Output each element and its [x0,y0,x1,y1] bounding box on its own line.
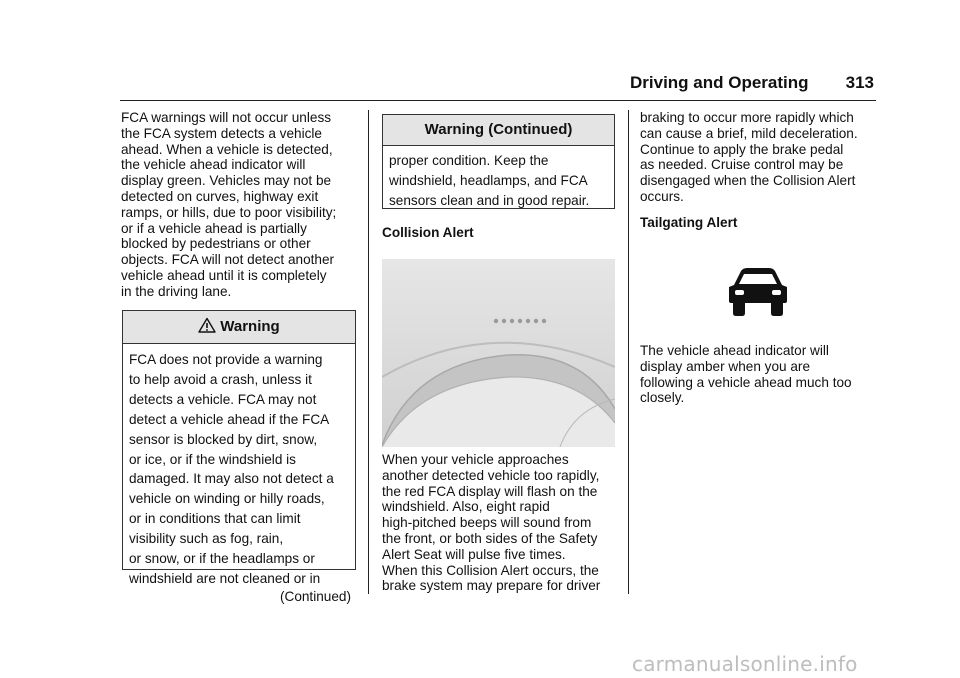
text-line: FCA warnings will not occur unless [121,110,332,125]
text-line: proper condition. Keep the [389,153,549,168]
text-line: vehicle ahead until it is completely [121,267,327,283]
warning-box [122,310,356,604]
page-number: 313 [845,73,874,92]
text-line: blocked by pedestrians or other [121,236,311,252]
text-line: the FCA system detects a vehicle [121,125,322,141]
section-title: Driving and Operating [630,73,809,92]
text-line: or ice, or if the windshield is [129,451,296,467]
warning-header [123,311,355,344]
text-line: Continue to apply the brake pedal [640,141,844,157]
text-line: occurs. [640,188,684,204]
warning-continued-box [382,114,615,209]
text-line: or if a vehicle ahead is partially [121,220,307,236]
text-line: display green. Vehicles may not be [121,173,332,189]
collision-alert-heading: Collision Alert [382,225,474,240]
text-line: FCA does not provide a warning [129,352,323,367]
collision-alert-windshield-display-illustration [382,259,615,447]
text-line: high-pitched beeps will sound from [382,515,592,531]
text-line: windshield are not cleaned or in [129,570,321,586]
warning-continued-header: Warning (Continued) [383,115,614,146]
text-line: display amber when you are [640,358,811,374]
text-line: sensor is blocked by dirt, snow, [129,431,318,447]
warning-continued-body [383,146,614,211]
column-divider [368,110,369,594]
text-line: or in conditions that can limit [129,511,301,527]
text-line: When your vehicle approaches [382,452,569,467]
text-line: as needed. Cruise control may be [640,157,844,173]
text-line: to help avoid a crash, unless it [129,371,312,387]
text-line: the vehicle ahead indicator will [121,157,306,173]
text-line: or snow, or if the headlamps or [129,551,315,567]
text-line: The vehicle ahead indicator will [640,343,829,358]
text-line: windshield. Also, eight rapid [382,499,550,515]
warning-triangle-icon [198,317,216,333]
warning-body [123,344,355,589]
text-line: the front, or both sides of the Safety [382,530,598,546]
warning-title: Warning [220,318,280,335]
text-line: braking to occur more rapidly which [640,110,854,125]
text-line: disengaged when the Collision Alert [640,173,856,189]
text-line: sensors clean and in good repair. [389,192,590,208]
text-line: ahead. When a vehicle is detected, [121,141,333,157]
column-3 [640,110,890,205]
page-header [630,73,876,97]
tailgating-paragraph [640,343,880,406]
text-line: detected on curves, highway exit [121,188,319,204]
text-line: detect a vehicle ahead if the FCA [129,411,330,427]
vehicle-ahead-indicator-icon [727,267,789,317]
text-line: brake system may prepare for driver [382,578,601,594]
text-line: objects. FCA will not detect another [121,252,335,268]
text-line: vehicle on winding or hilly roads, [129,491,325,507]
column-1 [121,110,357,300]
text-line: the red FCA display will flash on the [382,483,598,499]
collision-alert-paragraph [382,452,622,594]
text-line: another detected vehicle too rapidly, [382,467,600,483]
text-line: Alert Seat will pulse five times. [382,546,566,562]
text-line: windshield, headlamps, and FCA [389,172,588,188]
tailgating-alert-heading: Tailgating Alert [640,215,738,230]
text-line: closely. [640,390,685,406]
watermark: carmanualsonline.info [632,652,858,676]
text-line: damaged. It may also not detect a [129,471,334,487]
text-line: ramps, or hills, due to poor visibility; [121,204,337,220]
text-line: detects a vehicle. FCA may not [129,391,317,407]
continued-label: (Continued) [279,588,351,604]
text-line: following a vehicle ahead much too [640,374,852,390]
text-line: When this Collision Alert occurs, the [382,562,599,578]
text-line: in the driving lane. [121,283,232,299]
fca-paragraph [121,110,357,300]
text-line: can cause a brief, mild deceleration. [640,125,858,141]
header-rule [120,100,876,101]
text-line: visibility such as fog, rain, [129,531,284,547]
column-divider [628,110,629,594]
